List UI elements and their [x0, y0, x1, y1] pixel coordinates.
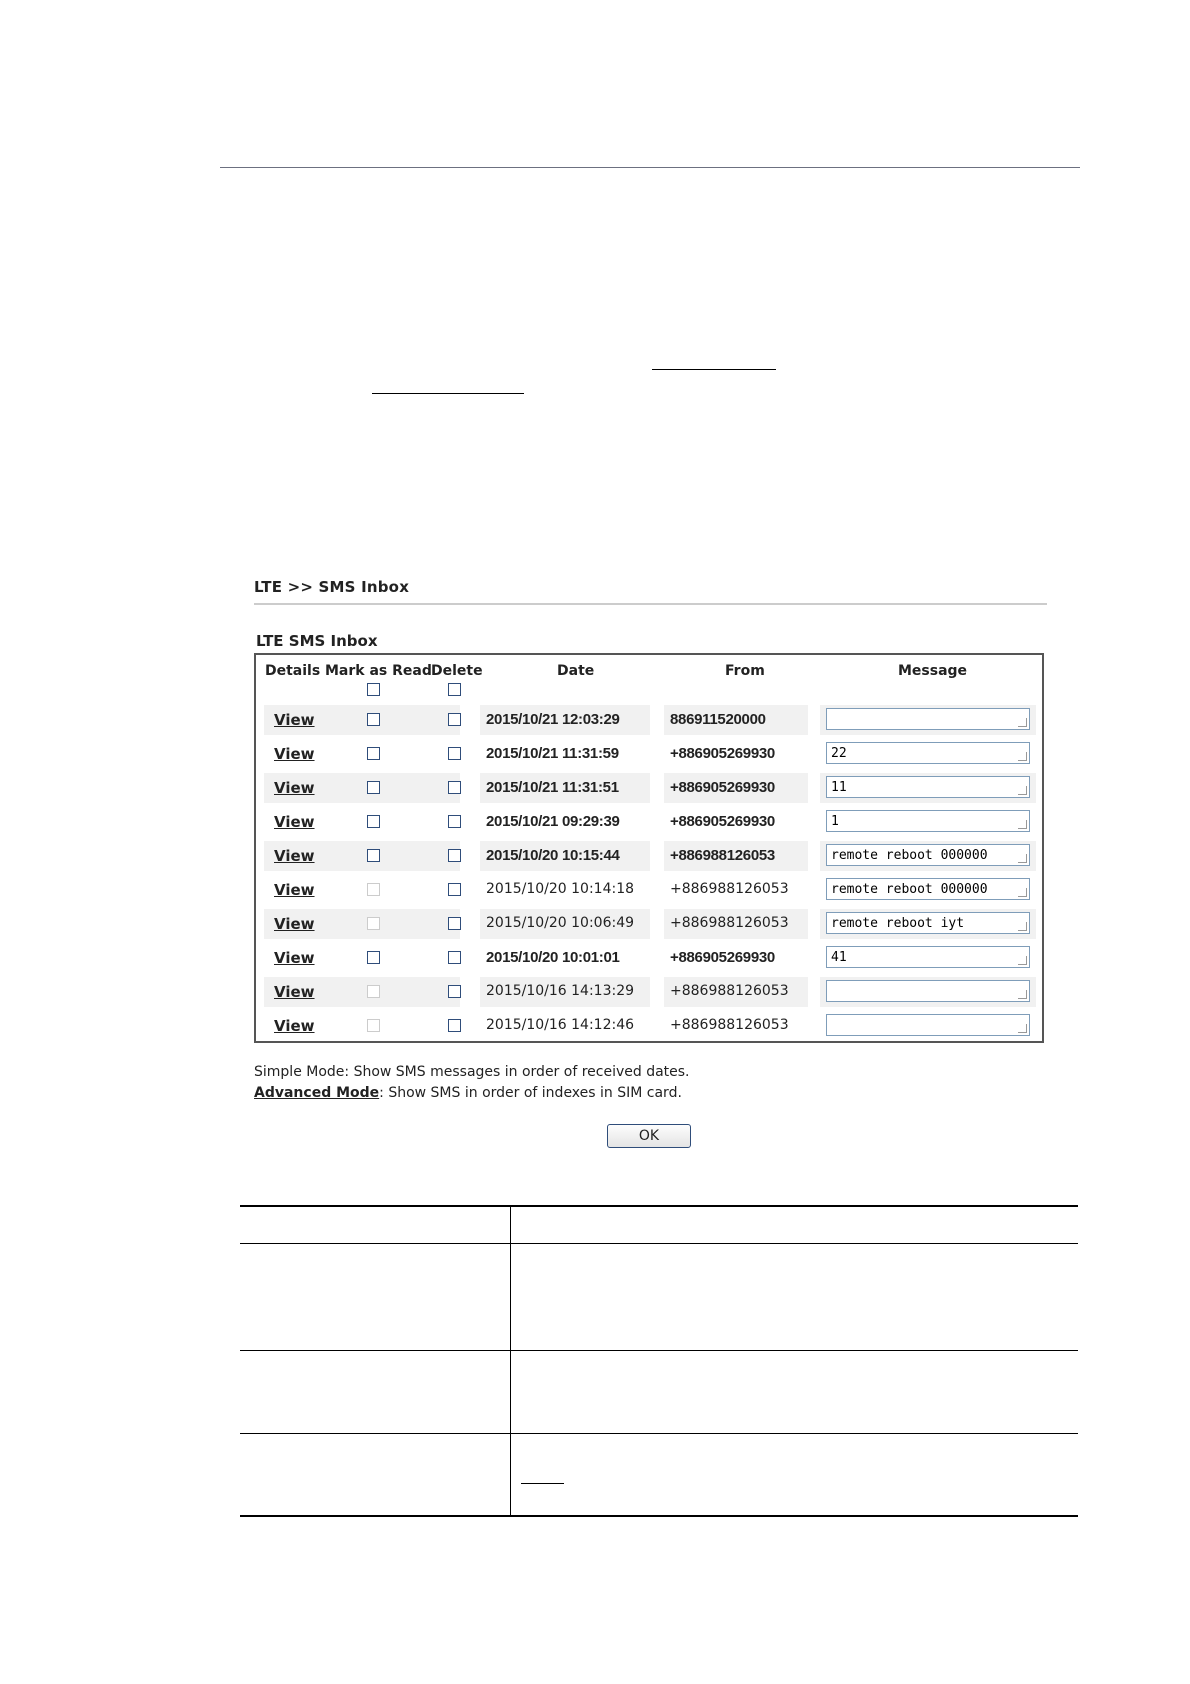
text-underline — [521, 1483, 564, 1484]
view-link[interactable]: View — [274, 745, 315, 763]
simple-mode-label: Simple Mode — [254, 1064, 345, 1080]
sms-date: 2015/10/20 10:01:01 — [486, 949, 620, 966]
table-row — [264, 977, 1036, 1007]
view-link[interactable]: View — [274, 915, 315, 933]
column-header-details: Details — [265, 663, 321, 679]
view-link[interactable]: View — [274, 711, 315, 729]
delete-checkbox[interactable] — [448, 747, 461, 760]
mark-as-read-checkbox — [367, 917, 380, 930]
mark-as-read-checkbox[interactable] — [367, 815, 380, 828]
sms-date: 2015/10/21 12:03:29 — [486, 711, 620, 728]
table-row — [264, 841, 1036, 871]
message-textarea[interactable] — [826, 708, 1030, 730]
delete-checkbox[interactable] — [448, 781, 461, 794]
mark-as-read-checkbox[interactable] — [367, 781, 380, 794]
sms-sender: +886905269930 — [670, 779, 775, 796]
advanced-mode-description: Advanced Mode: Show SMS in order of indexes in SIM card. — [254, 1085, 682, 1101]
table-rule — [240, 1243, 1078, 1244]
mark-as-read-checkbox[interactable] — [367, 951, 380, 964]
table-row — [264, 909, 1036, 939]
sms-sender: +886905269930 — [670, 813, 775, 830]
sms-sender: +886988126053 — [670, 847, 775, 864]
description-table — [240, 1205, 1078, 1517]
ok-button[interactable]: OK — [607, 1124, 691, 1148]
mark-as-read-checkbox[interactable] — [367, 849, 380, 862]
table-row — [264, 875, 1036, 905]
resize-grip-icon[interactable] — [1018, 820, 1027, 829]
delete-checkbox[interactable] — [448, 815, 461, 828]
view-link[interactable]: View — [274, 1017, 315, 1035]
sms-date: 2015/10/20 10:14:18 — [486, 881, 635, 897]
table-row — [264, 1011, 1036, 1041]
delete-checkbox[interactable] — [448, 849, 461, 862]
sms-inbox-table — [254, 653, 1044, 1043]
mark-as-read-checkbox[interactable] — [367, 713, 380, 726]
delete-all-checkbox[interactable] — [448, 683, 461, 696]
mark-as-read-checkbox — [367, 883, 380, 896]
sms-date: 2015/10/21 11:31:51 — [486, 779, 619, 796]
view-link[interactable]: View — [274, 779, 315, 797]
delete-checkbox[interactable] — [448, 883, 461, 896]
table-rule — [240, 1433, 1078, 1434]
mark-as-read-checkbox — [367, 985, 380, 998]
message-textarea[interactable]: 22 — [826, 742, 1030, 764]
table-row — [264, 807, 1036, 837]
message-textarea[interactable]: remote reboot 000000 — [826, 878, 1030, 900]
message-textarea[interactable]: remote reboot 000000 — [826, 844, 1030, 866]
sms-date: 2015/10/21 09:29:39 — [486, 813, 620, 830]
message-textarea[interactable]: 1 — [826, 810, 1030, 832]
table-row — [264, 943, 1036, 973]
resize-grip-icon[interactable] — [1018, 956, 1027, 965]
column-header-date: Date — [557, 663, 595, 679]
panel-title: LTE SMS Inbox — [256, 632, 378, 650]
sms-sender: 886911520000 — [670, 711, 766, 728]
resize-grip-icon[interactable] — [1018, 752, 1027, 761]
sms-sender: +886988126053 — [670, 1017, 789, 1033]
mark-all-read-checkbox[interactable] — [367, 683, 380, 696]
message-textarea[interactable] — [826, 1014, 1030, 1036]
sms-sender: +886988126053 — [670, 915, 789, 931]
text-underline — [652, 369, 776, 370]
table-rule — [240, 1205, 1078, 1207]
sms-date: 2015/10/16 14:13:29 — [486, 983, 635, 999]
table-row — [264, 705, 1036, 735]
table-row — [264, 739, 1036, 769]
sms-date: 2015/10/21 11:31:59 — [486, 745, 619, 762]
breadcrumb-divider — [254, 603, 1047, 605]
message-textarea[interactable]: 41 — [826, 946, 1030, 968]
resize-grip-icon[interactable] — [1018, 786, 1027, 795]
resize-grip-icon[interactable] — [1018, 888, 1027, 897]
view-link[interactable]: View — [274, 847, 315, 865]
sms-sender: +886905269930 — [670, 949, 775, 966]
message-textarea[interactable]: 11 — [826, 776, 1030, 798]
column-header-delete: Delete — [431, 663, 483, 679]
delete-checkbox[interactable] — [448, 1019, 461, 1032]
column-header-mark-as-read: Mark as Read — [325, 663, 432, 679]
sms-date: 2015/10/20 10:15:44 — [486, 847, 620, 864]
table-column-divider — [510, 1205, 511, 1517]
table-row — [264, 773, 1036, 803]
sms-sender: +886988126053 — [670, 983, 789, 999]
breadcrumb: LTE >> SMS Inbox — [254, 578, 410, 596]
delete-checkbox[interactable] — [448, 917, 461, 930]
text-underline — [372, 393, 524, 394]
mark-as-read-checkbox[interactable] — [367, 747, 380, 760]
view-link[interactable]: View — [274, 881, 315, 899]
delete-checkbox[interactable] — [448, 985, 461, 998]
sms-date: 2015/10/16 14:12:46 — [486, 1017, 635, 1033]
resize-grip-icon[interactable] — [1018, 922, 1027, 931]
delete-checkbox[interactable] — [448, 951, 461, 964]
sms-sender: +886905269930 — [670, 745, 775, 762]
sms-sender: +886988126053 — [670, 881, 789, 897]
view-link[interactable]: View — [274, 949, 315, 967]
message-textarea[interactable] — [826, 980, 1030, 1002]
column-header-message: Message — [898, 663, 968, 679]
simple-mode-description: Simple Mode: Show SMS messages in order of received dates. — [254, 1064, 690, 1080]
message-textarea[interactable]: remote reboot iyt — [826, 912, 1030, 934]
advanced-mode-link[interactable]: Advanced Mode — [254, 1085, 380, 1101]
table-rule — [240, 1515, 1078, 1517]
resize-grip-icon[interactable] — [1018, 1024, 1027, 1033]
resize-grip-icon[interactable] — [1018, 854, 1027, 863]
resize-grip-icon[interactable] — [1018, 718, 1027, 727]
page-header-rule — [220, 167, 1080, 168]
sms-date: 2015/10/20 10:06:49 — [486, 915, 635, 931]
column-header-from: From — [725, 663, 765, 679]
mark-as-read-checkbox — [367, 1019, 380, 1032]
delete-checkbox[interactable] — [448, 713, 461, 726]
resize-grip-icon[interactable] — [1018, 990, 1027, 999]
view-link[interactable]: View — [274, 983, 315, 1001]
view-link[interactable]: View — [274, 813, 315, 831]
table-rule — [240, 1350, 1078, 1351]
